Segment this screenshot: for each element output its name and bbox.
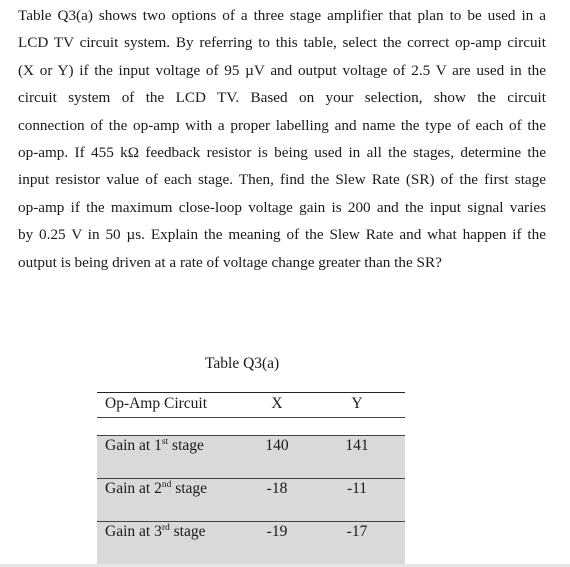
question-line: LCD TV circuit system. By referring to this table, select the correct op-amp circuit [18,34,546,52]
header-x: X [271,395,283,412]
row-label: Gain at 1st stage [105,437,204,454]
question-line: input resistor value of each stage. Then, find the Slew Rate (SR) of the first stage [18,171,546,189]
question-line: (X or Y) if the input voltage of 95 µV and output voltage of 2.5 V are used in the [18,61,546,79]
table-caption: Table Q3(a) [205,355,280,372]
row-y-value: 141 [345,437,369,454]
row-y-value: -17 [346,523,368,540]
question-line: output is being driven at a rate of voltage change greater than the SR? [18,253,442,271]
header-op-amp-circuit: Op-Amp Circuit [105,395,208,412]
row-x-value: -18 [266,480,288,497]
row-y-value: -11 [346,480,368,497]
row-label: Gain at 3rd stage [105,523,206,540]
question-line: circuit system of the LCD TV. Based on your selection, show the circuit [18,89,546,107]
question-line: connection of the op-amp with a proper labelling and name the type of each of the [18,116,546,134]
table-row [97,435,405,479]
question-line: by 0.25 V in 50 µs. Explain the meaning of the Slew Rate and what happen if the [18,226,546,244]
row-label: Gain at 2nd stage [105,480,208,497]
question-line: op-amp if the maximum close-loop voltage gain is 200 and the input signal varies [18,198,546,216]
table-row [97,521,405,565]
table-row [97,478,405,522]
header-y: Y [351,395,363,412]
question-line: Table Q3(a) shows two options of a three stage amplifier that plan to be used in a [18,7,546,24]
row-x-value: 140 [265,437,289,454]
row-x-value: -19 [266,523,288,540]
question-line: op-amp. If 455 kΩ feedback resistor is being used in all the stages, determine the [18,144,546,162]
question-text [18,2,546,276]
table-header-row [97,392,405,418]
